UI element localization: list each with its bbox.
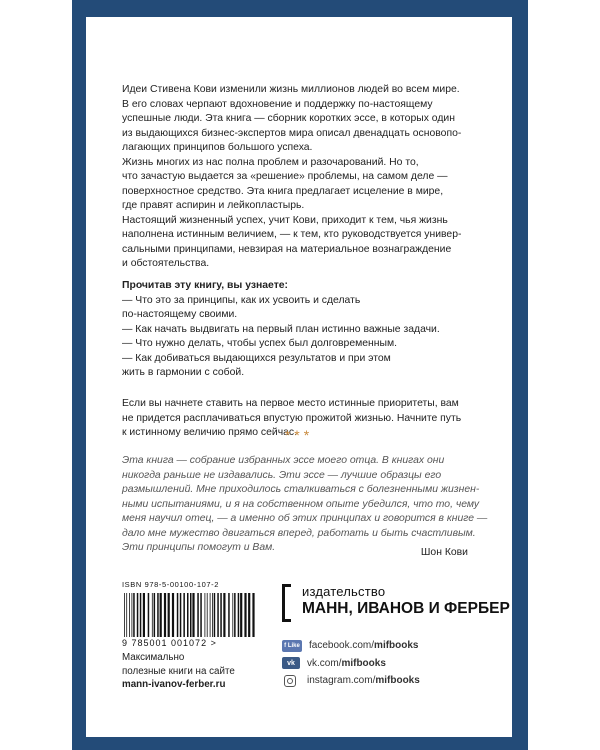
publisher-name: МАНН, ИВАНОВ И ФЕРБЕР bbox=[302, 600, 510, 617]
facebook-handle: mifbooks bbox=[374, 640, 419, 652]
barcode-bar bbox=[190, 593, 192, 637]
promo-text bbox=[122, 651, 235, 692]
vk-prefix: vk.com/ bbox=[307, 657, 342, 669]
intro-text bbox=[122, 83, 490, 272]
intro-line: Жизнь многих из нас полна проблем и разочарований. Но то, bbox=[122, 156, 419, 168]
separator-stars: *** bbox=[284, 427, 314, 443]
social-links bbox=[282, 637, 420, 690]
instagram-handle: mifbooks bbox=[375, 675, 420, 687]
barcode-bar bbox=[238, 593, 240, 637]
barcode-bar bbox=[143, 593, 145, 637]
quote-line: никогда раньше не издавались. Эти эссе — лучшие образцы его bbox=[122, 469, 442, 481]
barcode-bar bbox=[197, 593, 199, 637]
facebook-prefix: facebook.com/ bbox=[309, 640, 375, 652]
barcode-bar bbox=[207, 593, 208, 637]
quote-line: дало мне мужество двигаться вперед, работать и быть счастливым. bbox=[122, 527, 476, 539]
barcode-bar bbox=[137, 593, 139, 637]
barcode bbox=[122, 593, 258, 637]
barcode-bar bbox=[126, 593, 127, 637]
quote-line: Эта книга — собрание избранных эссе моего отца. В книгах они bbox=[122, 455, 445, 466]
back-cover-page bbox=[86, 17, 512, 737]
barcode-bar bbox=[232, 593, 233, 637]
barcode-bar bbox=[129, 593, 130, 637]
quote-line: размышлений. Мне приходилось сталкиваться с болезненными жизнен- bbox=[122, 484, 480, 495]
instagram-link[interactable] bbox=[282, 672, 420, 690]
intro-line: Настоящий жизненный успех, учит Кови, приходит к тем, чья жизнь bbox=[122, 214, 448, 226]
barcode-bar bbox=[154, 593, 156, 637]
barcode-bar bbox=[160, 593, 162, 637]
barcode-number: 9 785001 001072 > bbox=[122, 638, 217, 648]
learn-line: — Как добиваться выдающихся результатов и при этом bbox=[122, 352, 391, 364]
promo-line: Максимально bbox=[122, 652, 185, 663]
learn-list bbox=[122, 279, 490, 381]
publisher-logo bbox=[282, 584, 510, 628]
barcode-bar bbox=[228, 593, 230, 637]
barcode-bar bbox=[214, 593, 216, 637]
barcode-bar bbox=[177, 593, 179, 637]
barcode-bar bbox=[187, 593, 189, 637]
vk-link[interactable] bbox=[282, 655, 420, 673]
outro-line: не придется расплачиваться впустую прожитой жизнью. Начните путь bbox=[122, 412, 462, 424]
barcode-bar bbox=[240, 593, 242, 637]
barcode-bar bbox=[220, 593, 222, 637]
intro-line: что зачастую выдается за «решение» проблемы, на самом деле — bbox=[122, 171, 448, 182]
barcode-bar bbox=[248, 593, 250, 637]
quote-line: ными испытаниями, и я на собственном опыте убедился, что то, чему bbox=[122, 498, 480, 510]
barcode-bar bbox=[223, 593, 225, 637]
learn-line: — Как начать выдвигать на первый план истинно важные задачи. bbox=[122, 323, 440, 335]
quote-line: меня научил отец, — а именно об этих принципах и говорится в книге — bbox=[122, 513, 488, 524]
quote-line: Эти принципы помогут и Вам. bbox=[122, 542, 276, 553]
isbn-label: ISBN 978-5-00100-107-2 bbox=[122, 580, 220, 589]
barcode-bar bbox=[132, 593, 133, 637]
barcode-bar bbox=[183, 593, 185, 637]
barcode-bar bbox=[212, 593, 213, 637]
barcode-bar bbox=[140, 593, 142, 637]
quote-text bbox=[122, 454, 490, 556]
learn-line: — Что это за принципы, как их усвоить и сделать bbox=[122, 294, 361, 306]
barcode-bar bbox=[244, 593, 246, 637]
instagram-icon bbox=[284, 675, 296, 687]
barcode-bar bbox=[210, 593, 211, 637]
barcode-bar bbox=[148, 593, 150, 637]
intro-line: В его словах черпают вдохновение и поддержку по-настоящему bbox=[122, 98, 433, 110]
barcode-bar bbox=[172, 593, 174, 637]
intro-line: успешные люди. Эта книга — сборник коротких эссе, в которых один bbox=[122, 113, 455, 124]
quote-signature: Шон Кови bbox=[420, 547, 468, 558]
barcode-bar bbox=[234, 593, 236, 637]
barcode-bar bbox=[168, 593, 170, 637]
barcode-bar bbox=[164, 593, 166, 637]
barcode-bar bbox=[252, 593, 254, 637]
barcode-bar bbox=[200, 593, 202, 637]
intro-line: наполнена истинным величием, — к тем, кто руководствуется универ- bbox=[122, 229, 462, 240]
intro-line: и обстоятельства. bbox=[122, 258, 210, 269]
barcode-bar bbox=[157, 593, 159, 637]
barcode-bar bbox=[205, 593, 206, 637]
barcode-bar bbox=[133, 593, 135, 637]
promo-website-link[interactable]: mann-ivanov-ferber.ru bbox=[122, 679, 226, 690]
barcode-bar bbox=[217, 593, 219, 637]
facebook-like-icon: f Like bbox=[282, 640, 302, 652]
intro-line: Идеи Стивена Кови изменили жизнь миллионов людей во всем мире. bbox=[122, 84, 460, 95]
barcode-bar bbox=[180, 593, 182, 637]
vk-icon: vk bbox=[282, 657, 300, 669]
instagram-prefix: instagram.com/ bbox=[307, 675, 376, 687]
learn-line: — Что нужно делать, чтобы успех был долговременным. bbox=[122, 338, 398, 349]
barcode-bar bbox=[152, 593, 153, 637]
intro-line: поверхностное средство. Эта книга предлагает исцеление в мире, bbox=[122, 185, 444, 197]
outro-line: к истинному величию прямо сейчас. bbox=[122, 427, 297, 438]
intro-line: сальными принципами, невзирая на материальное вознаграждение bbox=[122, 243, 452, 255]
facebook-link[interactable] bbox=[282, 637, 420, 655]
learn-line: жить в гармонии с собой. bbox=[122, 367, 245, 378]
barcode-bar bbox=[124, 593, 125, 637]
outro-line: Если вы начнете ставить на первое место истинные приоритеты, вам bbox=[122, 398, 459, 409]
intro-line: из выдающихся бизнес-экспертов мира описал двенадцать основопо- bbox=[122, 127, 462, 139]
vk-handle: mifbooks bbox=[341, 657, 386, 669]
barcode-bar bbox=[192, 593, 194, 637]
learn-heading: Прочитав эту книгу, вы узнаете: bbox=[122, 280, 289, 291]
logo-bracket-icon bbox=[282, 584, 291, 622]
promo-line: полезные книги на сайте bbox=[122, 665, 235, 677]
intro-line: лагающих принципов большого успеха. bbox=[122, 142, 313, 153]
publisher-label: издательство bbox=[302, 584, 386, 599]
intro-line: где правят аспирин и лейкопластырь. bbox=[122, 200, 305, 211]
learn-line: по-настоящему своими. bbox=[122, 309, 238, 320]
